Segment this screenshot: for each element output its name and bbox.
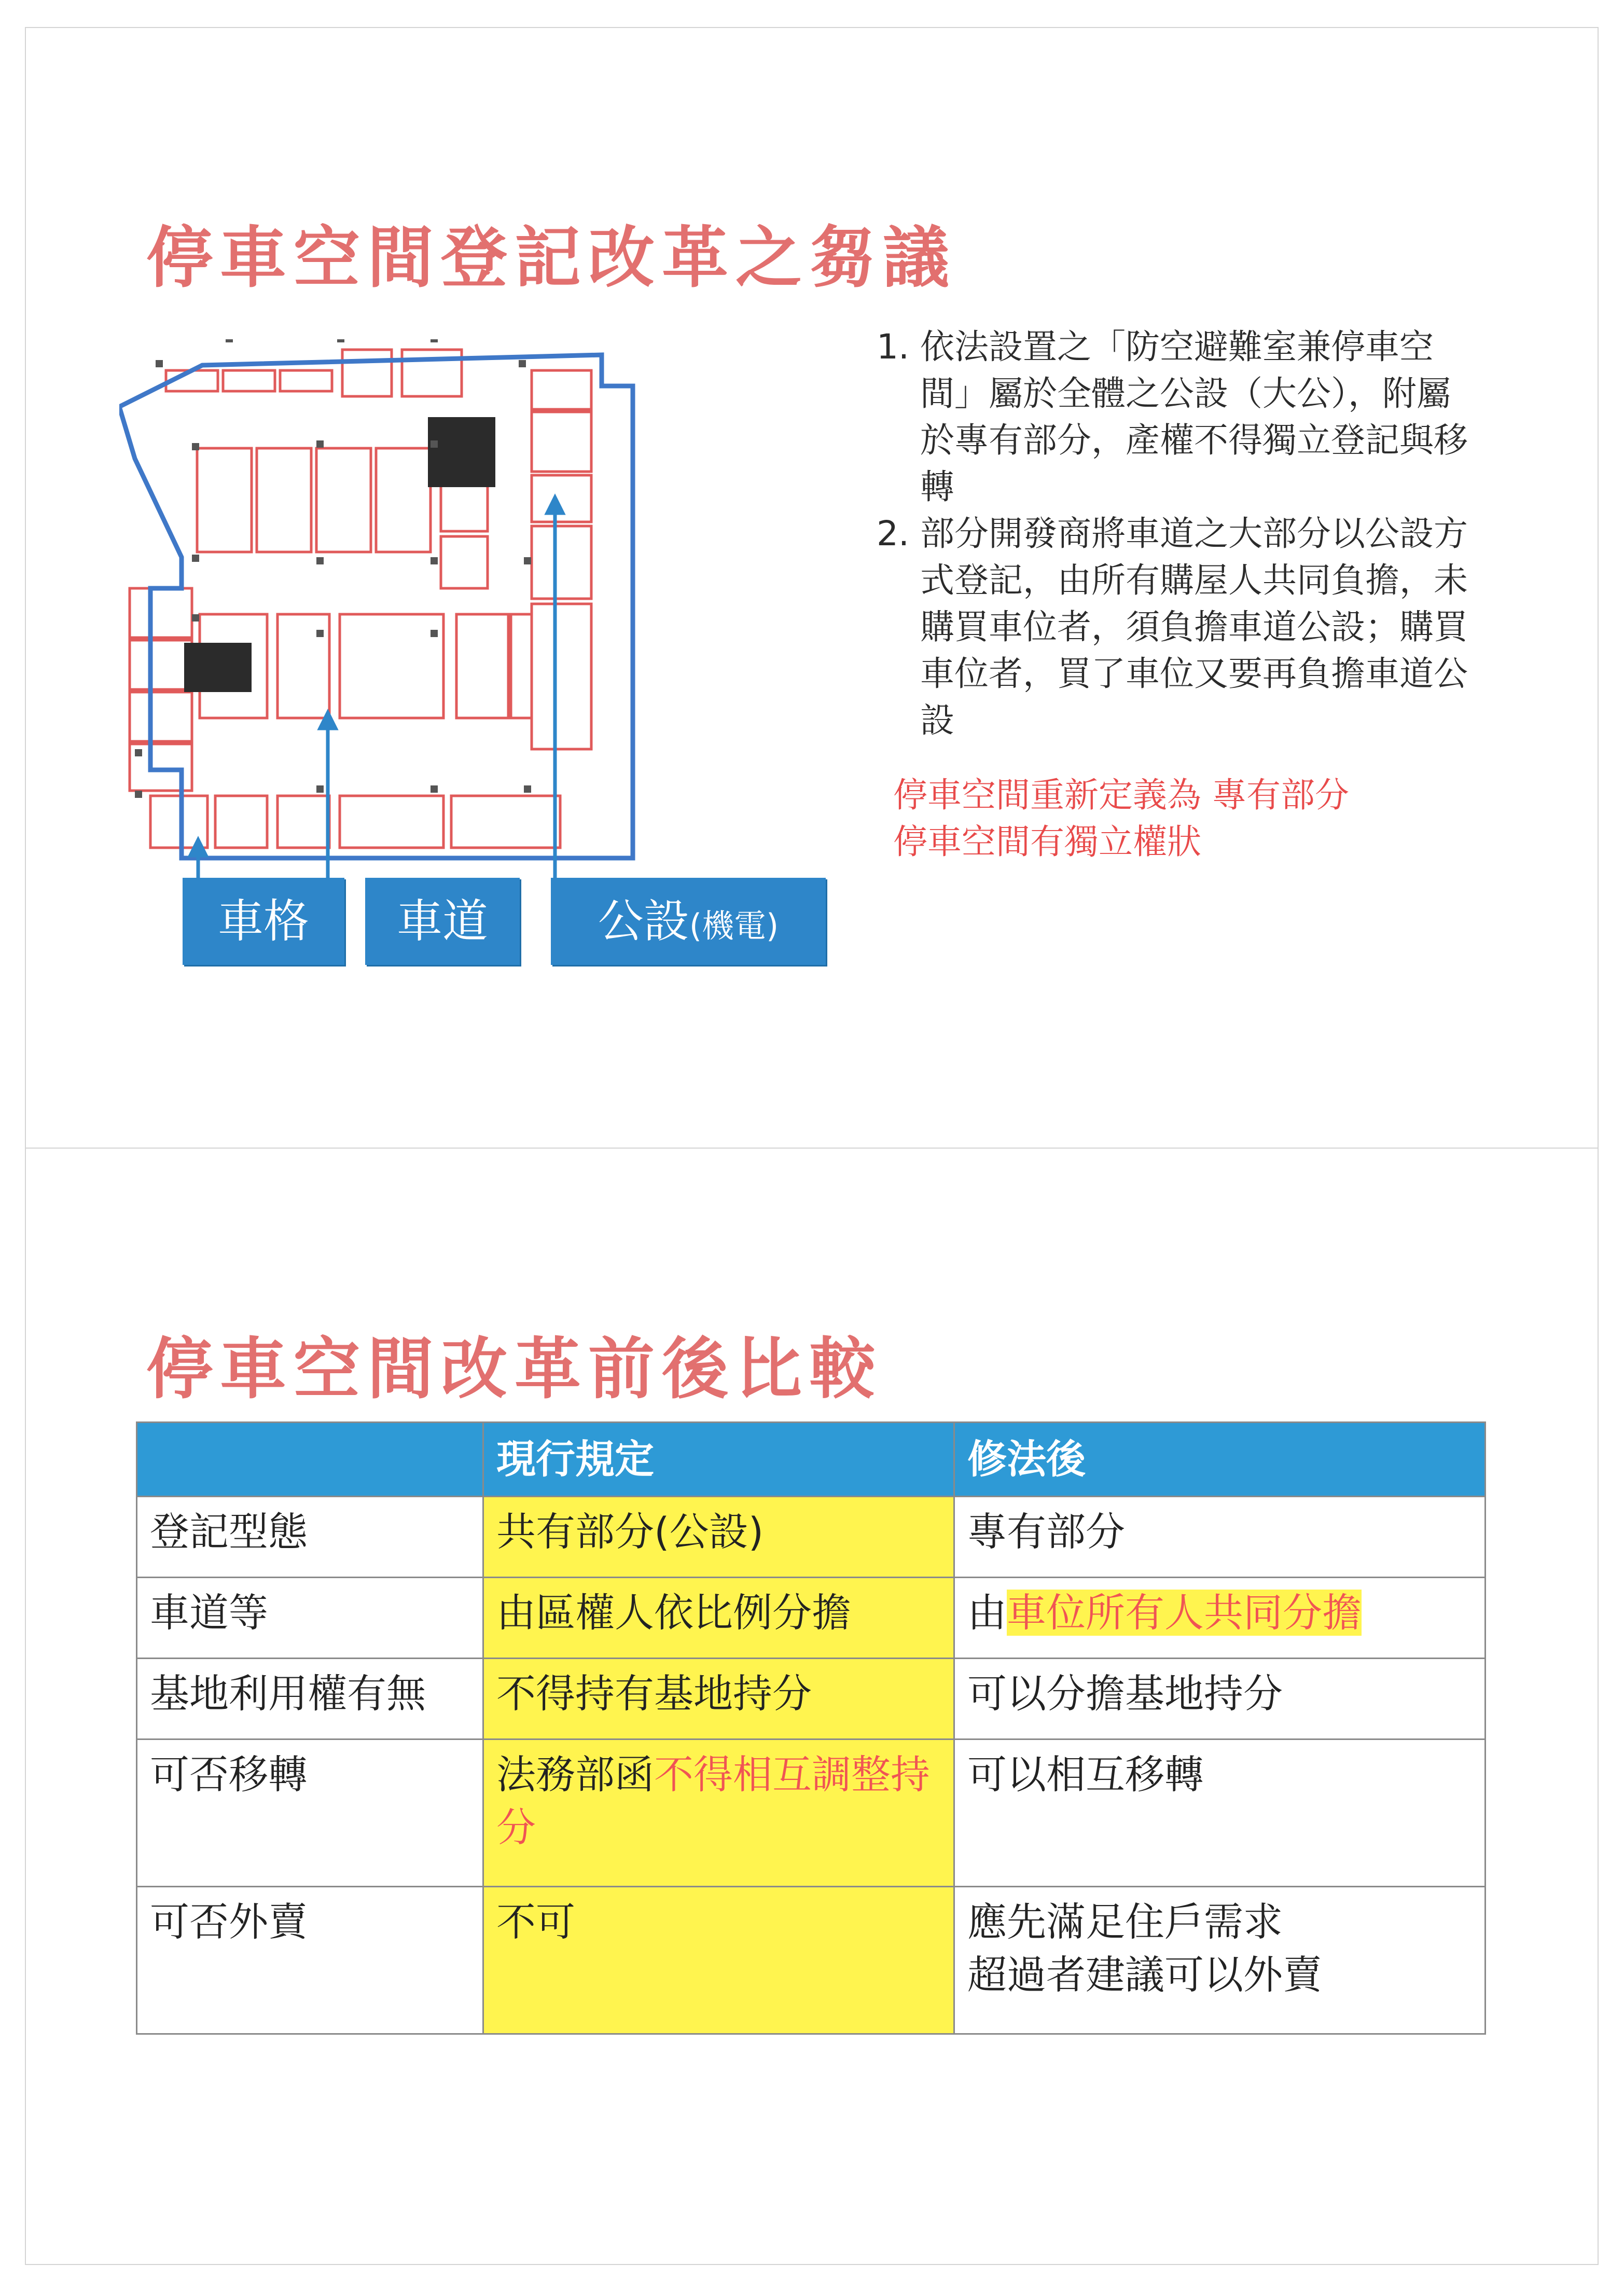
electrical-room-1 <box>428 417 495 487</box>
reform-points-list <box>877 324 1473 744</box>
comparison-table <box>136 1421 1486 2035</box>
after-prefix: 由 <box>967 1590 1007 1636</box>
row-label: 可否移轉 <box>137 1739 483 1887</box>
note-line-2: 停車空間有獨立權狀 <box>893 822 1201 862</box>
reform-point-2 <box>877 510 1473 744</box>
callout-common-area-main: 公設 <box>598 894 689 948</box>
slide-title: 停車空間改革前後比較 <box>146 1330 883 1408</box>
current-rule-cell: 共有部分(公設) <box>483 1497 954 1578</box>
current-rule-cell: 不可 <box>483 1887 954 2034</box>
table-header-row <box>137 1423 1486 1497</box>
callout-driveway: 車道 <box>365 878 520 965</box>
reform-point-1 <box>877 324 1473 510</box>
slide-parking-reform-proposal <box>25 27 1599 1150</box>
callout-common-area <box>551 878 826 965</box>
current-rule-cell: 由區權人依比例分擔 <box>483 1578 954 1659</box>
callout-common-area-sub: (機電) <box>689 907 779 945</box>
point-text: 部分開發商將車道之大部分以公設方式登記，由所有購屋人共同負擔，未購買車位者，須負擔車道公設；購買車位者，買了車位又要再負擔車道公設 <box>920 514 1468 740</box>
table-row <box>137 1887 1486 2034</box>
after-amendment-cell <box>954 1578 1486 1659</box>
after-amendment-cell <box>954 1887 1486 2034</box>
table-row <box>137 1739 1486 1887</box>
current-highlight: 不得相互調整持分 <box>496 1751 930 1851</box>
table-row <box>137 1659 1486 1739</box>
after-line-2: 超過者建議可以外賣 <box>967 1952 1322 1998</box>
point-text: 依法設置之「防空避難室兼停車空間」屬於全體之公設（大公），附屬於專有部分，產權不得獨立登記與移轉 <box>920 327 1468 507</box>
row-label: 基地利用權有無 <box>137 1659 483 1739</box>
header-cell-after: 修法後 <box>954 1423 1486 1497</box>
slide-title: 停車空間登記改革之芻議 <box>146 219 957 297</box>
table-row <box>137 1497 1486 1578</box>
electrical-room-2 <box>184 643 252 692</box>
header-cell-label <box>137 1423 483 1497</box>
after-amendment-cell: 可以分擔基地持分 <box>954 1659 1486 1739</box>
current-rule-cell: 不得持有基地持分 <box>483 1659 954 1739</box>
after-amendment-cell: 可以相互移轉 <box>954 1739 1486 1887</box>
table-row <box>137 1578 1486 1659</box>
callout-parking-space: 車格 <box>183 878 344 965</box>
row-label: 可否外賣 <box>137 1887 483 2034</box>
row-label: 車道等 <box>137 1578 483 1659</box>
header-cell-current: 現行規定 <box>483 1423 954 1497</box>
point-number: 1. <box>877 327 909 367</box>
note-line-1: 停車空間重新定義為 專有部分 <box>893 775 1349 815</box>
point-number: 2. <box>877 514 909 554</box>
after-highlight: 車位所有人共同分擔 <box>1007 1590 1362 1636</box>
current-rule-cell <box>483 1739 954 1887</box>
current-prefix: 法務部函 <box>496 1751 654 1798</box>
row-label: 登記型態 <box>137 1497 483 1578</box>
slide-parking-comparison <box>25 1148 1599 2265</box>
after-amendment-cell: 專有部分 <box>954 1497 1486 1578</box>
after-line-1: 應先滿足住戶需求 <box>967 1899 1283 1945</box>
